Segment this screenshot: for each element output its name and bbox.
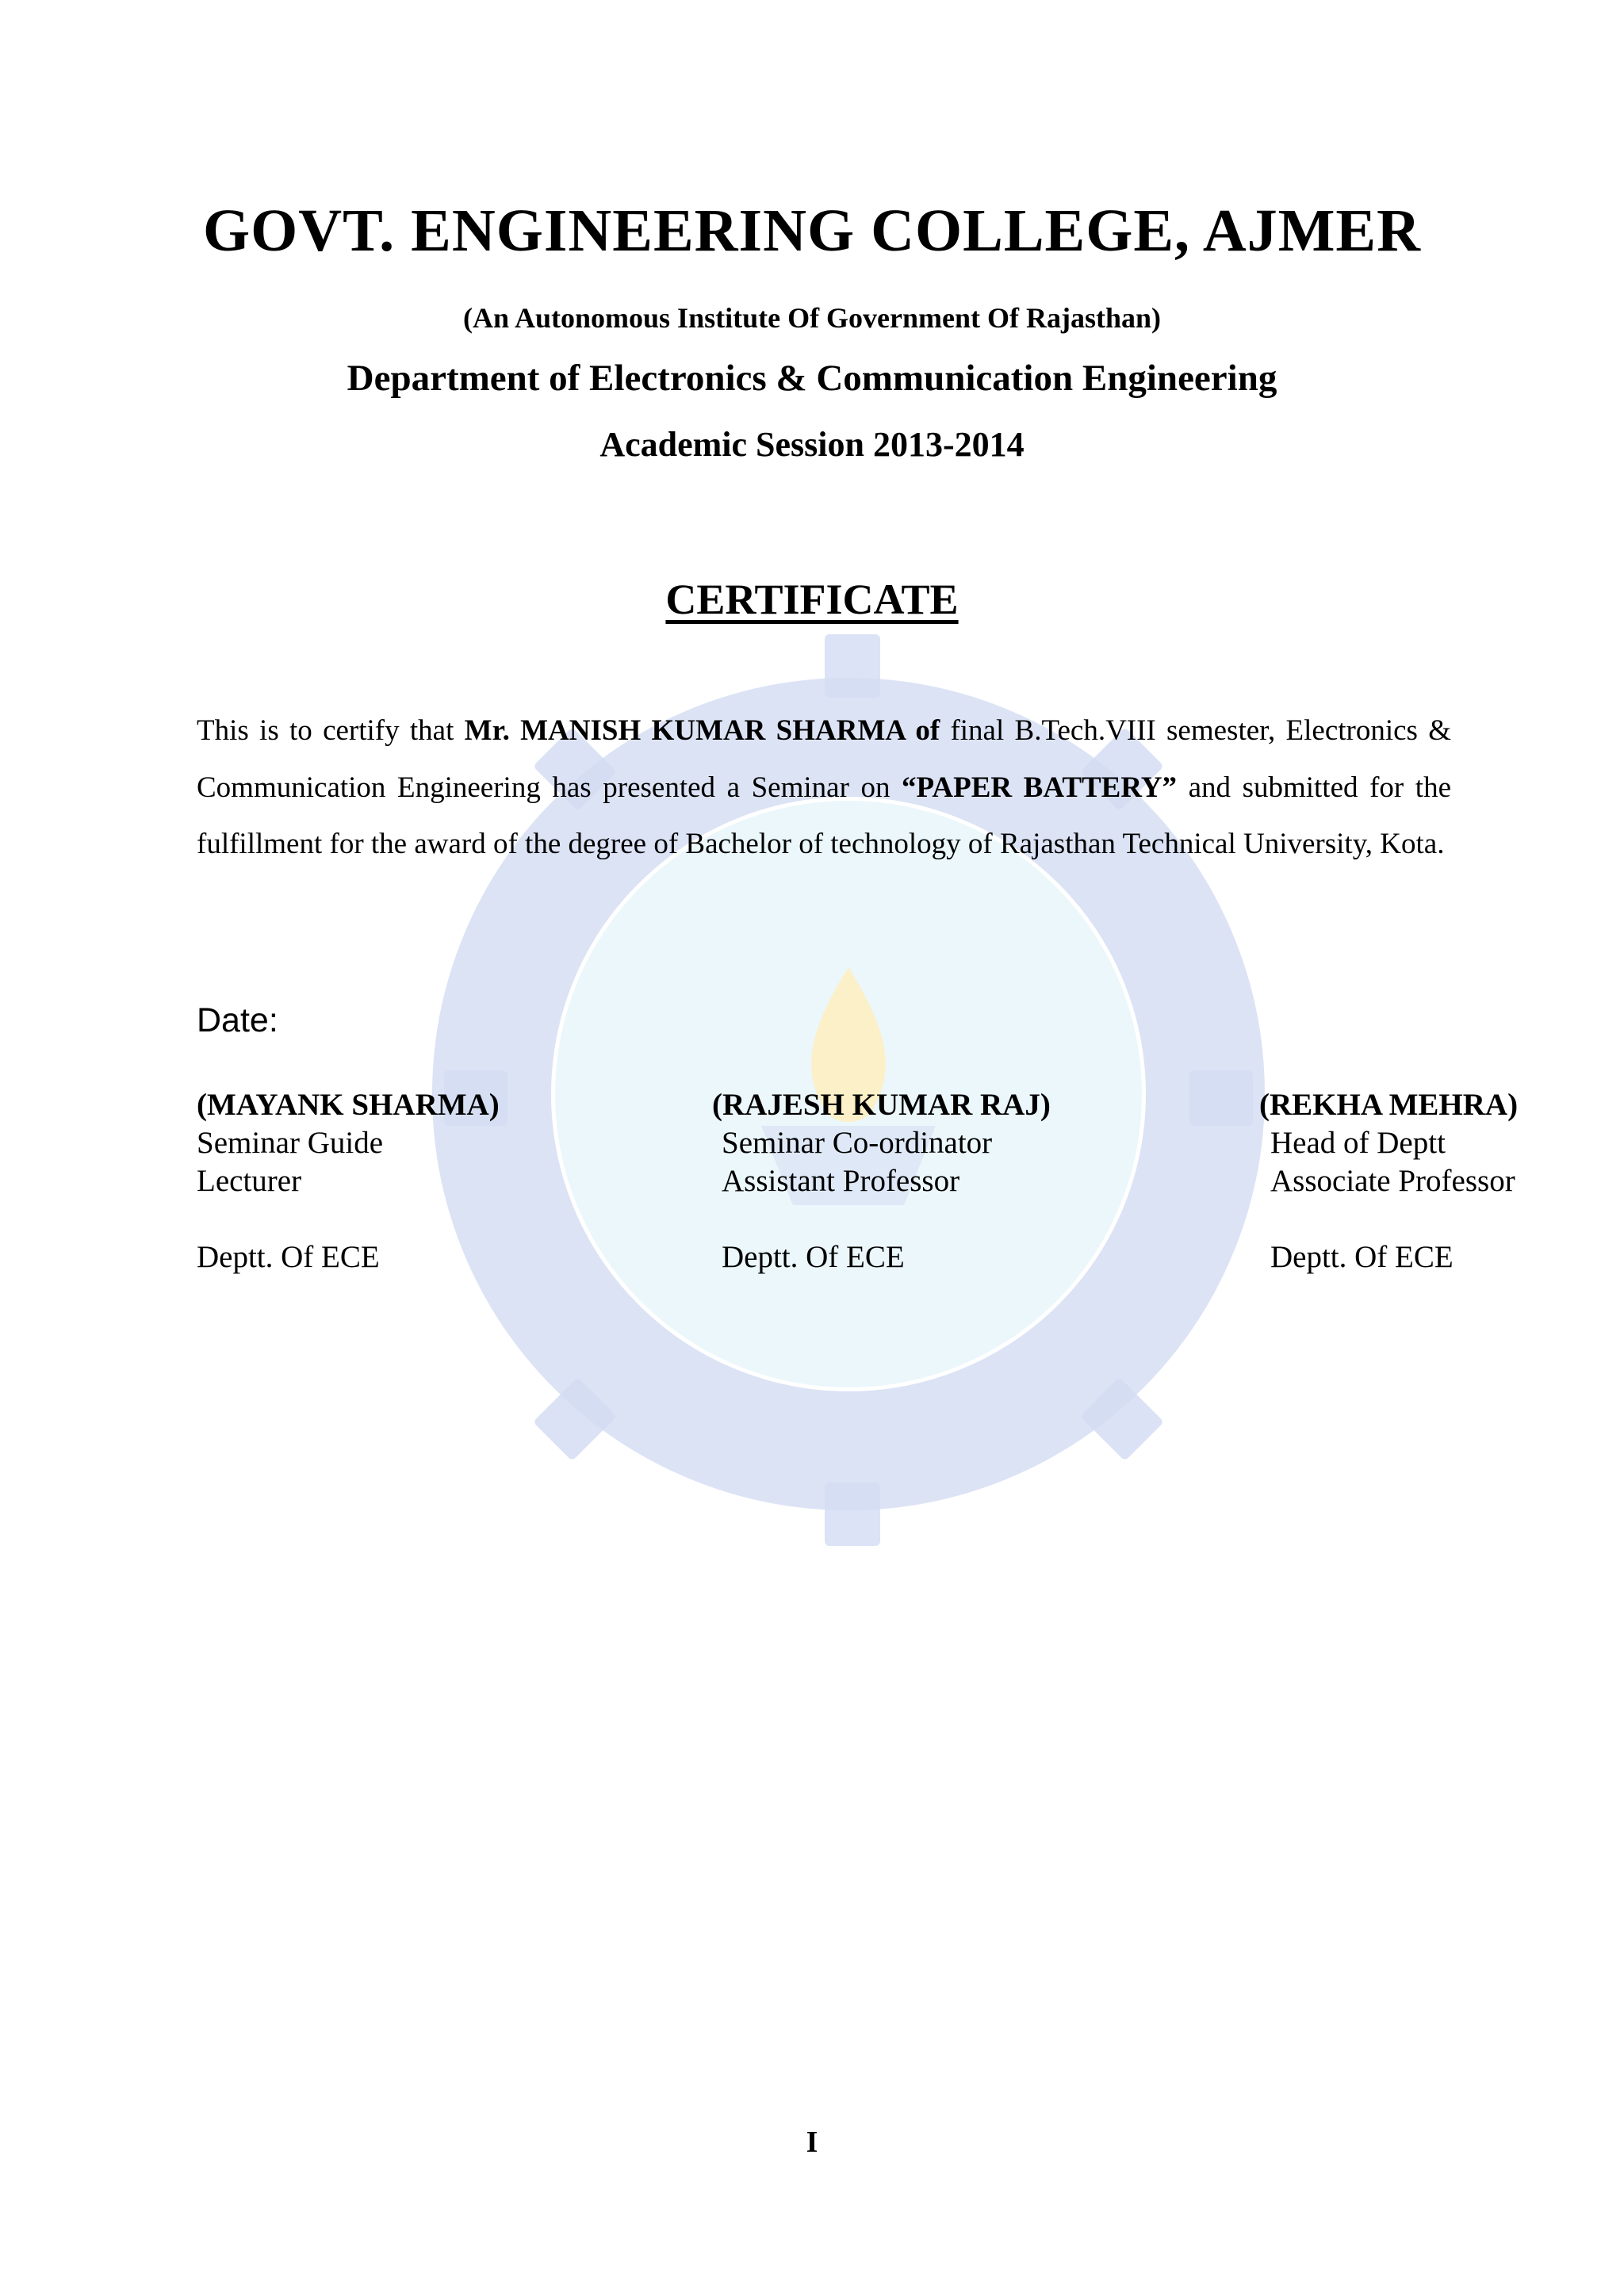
body-text-part-2: final B.Tech.VIII semester, Electronics & Communication Engineering has presented a Seminar on: [197, 714, 1452, 804]
date-label: Date:: [197, 1001, 278, 1039]
body-text-part-3: and submitted for the fulfillment for the award of the degree of Bachelor of technology of Rajasthan Technical University, Kota.: [197, 771, 1451, 860]
signatory-department: Deptt. Of ECE: [197, 1240, 380, 1274]
signatory-designation: Lecturer: [197, 1164, 302, 1198]
signatory-role: Head of Deptt: [1270, 1126, 1446, 1160]
signatory-seminar-coordinator: [712, 1086, 1051, 1276]
certificate-body: [197, 702, 1451, 873]
signatory-name: (REKHA MEHRA): [1259, 1088, 1519, 1122]
signatory-designation: Associate Professor: [1270, 1164, 1515, 1198]
academic-session: Academic Session 2013-2014: [599, 425, 1025, 464]
department-name: Department of Electronics & Communication Engineering: [347, 358, 1277, 399]
signatory-department: Deptt. Of ECE: [1270, 1240, 1454, 1274]
body-text-part-1: This is to certify that: [197, 714, 465, 747]
page-number: I: [806, 2126, 818, 2159]
seminar-topic: “PAPER BATTERY”: [902, 771, 1178, 804]
certificate-title: CERTIFICATE: [665, 576, 959, 623]
institute-status: (An Autonomous Institute Of Government Of Rajasthan): [462, 302, 1162, 334]
college-name: GOVT. ENGINEERING COLLEGE, AJMER: [202, 197, 1422, 264]
signatory-name: (RAJESH KUMAR RAJ): [712, 1088, 1051, 1122]
signatory-role: Seminar Co-ordinator: [722, 1126, 993, 1160]
student-name: Mr. MANISH KUMAR SHARMA of: [464, 714, 940, 747]
signatory-designation: Assistant Professor: [722, 1164, 960, 1198]
signatory-department: Deptt. Of ECE: [722, 1240, 905, 1274]
signatory-head-of-department: [1259, 1086, 1518, 1276]
signatory-name: (MAYANK SHARMA): [197, 1088, 500, 1122]
signatory-seminar-guide: [197, 1086, 500, 1276]
signatory-role: Seminar Guide: [197, 1126, 384, 1160]
